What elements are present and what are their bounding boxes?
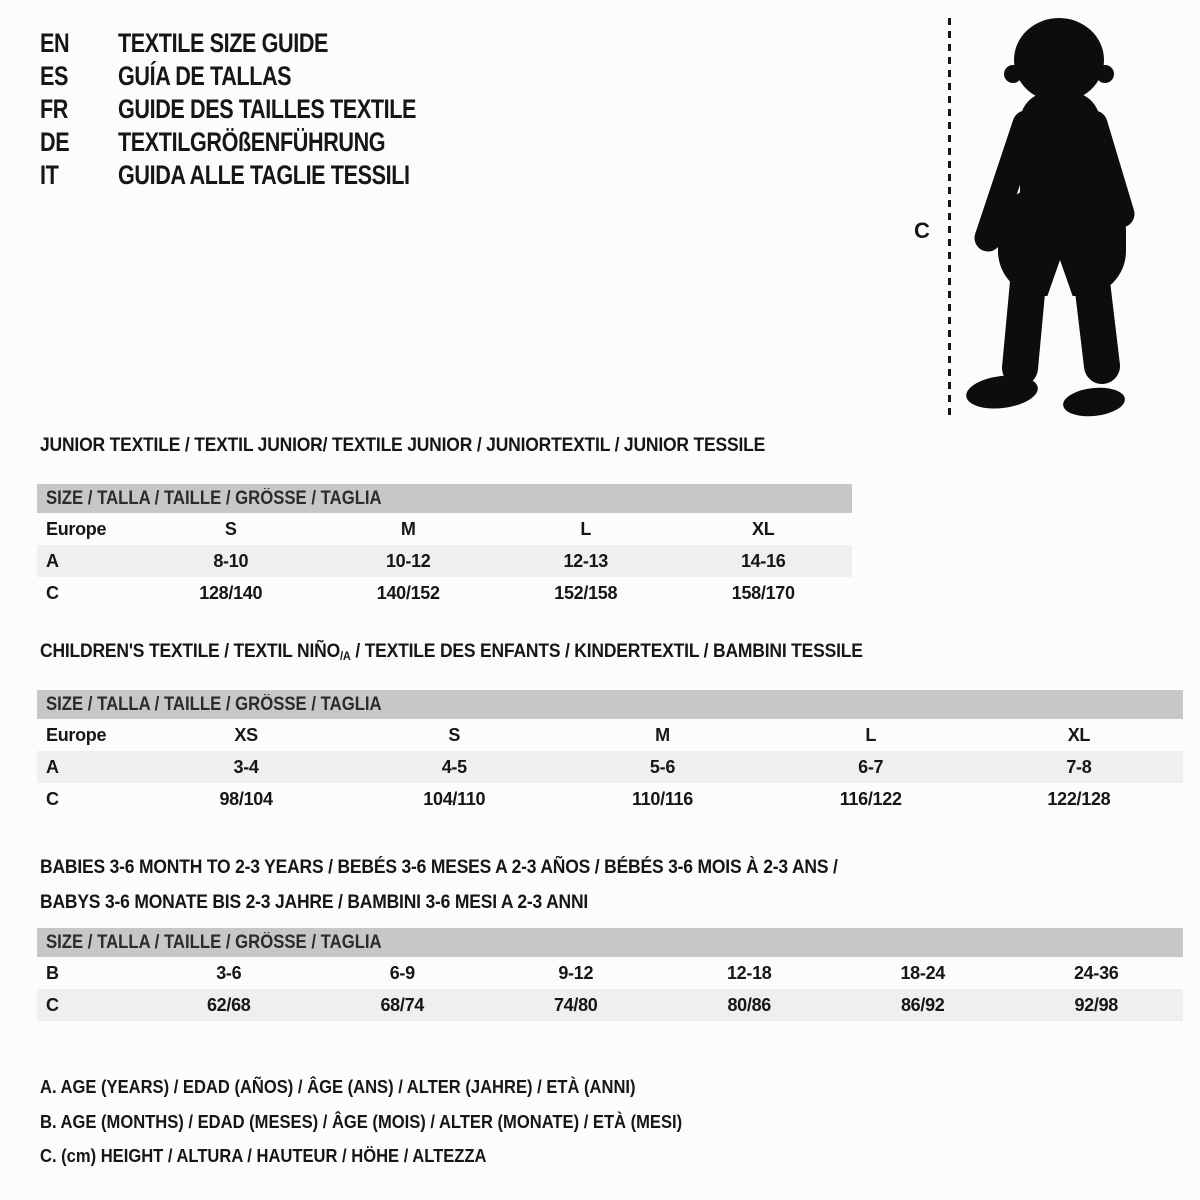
table-row [37, 719, 1183, 751]
col-header: XS [234, 724, 258, 745]
table-row [37, 957, 1183, 989]
cell-value: 74/80 [553, 994, 598, 1015]
table-row [37, 545, 852, 577]
lang-code: ES [40, 61, 69, 91]
legend-line-c: C. (cm) HEIGHT / ALTURA / HAUTEUR / HÖHE / ALTEZZA [40, 1146, 487, 1166]
table-row [37, 751, 1183, 783]
cell-value: 12-13 [563, 550, 609, 571]
cell-value: 10-12 [385, 550, 431, 571]
cell-value: 92/98 [1074, 994, 1119, 1015]
cell-value: 18-24 [900, 962, 946, 983]
col-header: L [580, 518, 592, 539]
children-size-table [37, 690, 1183, 815]
cell-value: 98/104 [219, 788, 273, 809]
table-row [37, 783, 1183, 815]
cell-value: 62/68 [206, 994, 251, 1015]
cell-value: 4-5 [441, 756, 467, 777]
junior-size-table [37, 484, 852, 609]
row-label: C [46, 788, 59, 809]
lang-row-de [40, 126, 491, 159]
lang-title: TEXTILE SIZE GUIDE [118, 28, 329, 58]
cell-value: 14-16 [740, 550, 786, 571]
lang-code: IT [40, 160, 59, 190]
cell-value: 24-36 [1073, 962, 1119, 983]
row-label: Europe [46, 724, 107, 745]
lang-row-it [40, 159, 491, 192]
lang-code: FR [40, 94, 68, 124]
cell-value: 86/92 [900, 994, 945, 1015]
lang-code: EN [40, 28, 70, 58]
lang-title: GUIDE DES TAILLES TEXTILE [118, 94, 417, 124]
cell-value: 3-6 [216, 962, 242, 983]
col-header: S [224, 518, 237, 539]
row-label: B [46, 962, 59, 983]
cell-value: 3-4 [233, 756, 259, 777]
cell-value: 12-18 [726, 962, 772, 983]
table-row [37, 577, 852, 609]
junior-section-title: JUNIOR TEXTILE / TEXTIL JUNIOR/ TEXTILE JUNIOR / JUNIORTEXTIL / JUNIOR TESSILE [40, 435, 766, 456]
cell-value: 7-8 [1066, 756, 1092, 777]
babies-size-table [37, 928, 1183, 1021]
cell-value: 128/140 [199, 582, 263, 603]
cell-value: 6-9 [389, 962, 415, 983]
cell-value: 116/122 [839, 788, 902, 809]
col-header: S [448, 724, 461, 745]
col-header: M [655, 724, 670, 745]
lang-row-es [40, 60, 491, 93]
col-header: XL [752, 518, 775, 539]
row-label: C [46, 994, 59, 1015]
children-section-title: CHILDREN'S TEXTILE / TEXTIL NIÑO/A / TEXTILE DES ENFANTS / KINDERTEXTIL / BAMBINI TESSILE [40, 641, 863, 663]
col-header: M [400, 518, 416, 539]
height-measure-label: C [914, 218, 930, 243]
row-label: Europe [46, 518, 107, 539]
cell-value: 68/74 [380, 994, 425, 1015]
cell-value: 80/86 [727, 994, 772, 1015]
cell-value: 8-10 [213, 550, 249, 571]
lang-row-en [40, 27, 491, 60]
legend-line-b: B. AGE (MONTHS) / EDAD (MESES) / ÂGE (MOIS) / ALTER (MONATE) / ETÀ (MESI) [40, 1111, 683, 1132]
cell-value: 9-12 [558, 962, 594, 983]
row-label: C [46, 582, 59, 603]
cell-value: 140/152 [376, 582, 440, 603]
lang-code: DE [40, 127, 70, 157]
lang-row-fr [40, 93, 491, 126]
cell-value: 122/128 [1047, 788, 1111, 809]
language-title-list [40, 27, 491, 192]
toddler-silhouette [962, 16, 1142, 420]
cell-value: 104/110 [423, 788, 486, 809]
cell-value: 110/116 [632, 788, 693, 809]
table-row [37, 989, 1183, 1021]
cell-value: 152/158 [554, 582, 618, 603]
table-row [37, 513, 852, 545]
babies-section-title: BABIES 3-6 MONTH TO 2-3 YEARS / BEBÉS 3-6 MESES A 2-3 AÑOS / BÉBÉS 3-6 MOIS À 2-3 ANS / BABYS 3-6 MONATE BIS 2-3 JAHRE / BAMBINI 3-6 MESI A 2-3 ANNI [40, 857, 838, 913]
cell-value: 5-6 [649, 756, 676, 777]
cell-value: 158/170 [731, 582, 795, 603]
size-header-band: SIZE / TALLA / TAILLE / GRÖSSE / TAGLIA [37, 484, 852, 513]
col-header: XL [1067, 724, 1091, 745]
col-header: L [865, 724, 877, 745]
lang-title: TEXTILGRÖßENFÜHRUNG [118, 127, 386, 157]
height-measure-dashed-line [948, 18, 951, 415]
nino-a-subscript: /A [339, 649, 351, 663]
measurement-legend [40, 1070, 738, 1174]
size-header-band: SIZE / TALLA / TAILLE / GRÖSSE / TAGLIA [37, 928, 1183, 957]
row-label: A [46, 756, 59, 777]
row-label: A [46, 550, 59, 571]
size-header-band: SIZE / TALLA / TAILLE / GRÖSSE / TAGLIA [37, 690, 1183, 719]
cell-value: 6-7 [858, 756, 884, 777]
legend-line-a: A. AGE (YEARS) / EDAD (AÑOS) / ÂGE (ANS) / ALTER (JAHRE) / ETÀ (ANNI) [40, 1077, 636, 1097]
lang-title: GUIDA ALLE TAGLIE TESSILI [118, 160, 410, 190]
lang-title: GUÍA DE TALLAS [118, 61, 292, 91]
